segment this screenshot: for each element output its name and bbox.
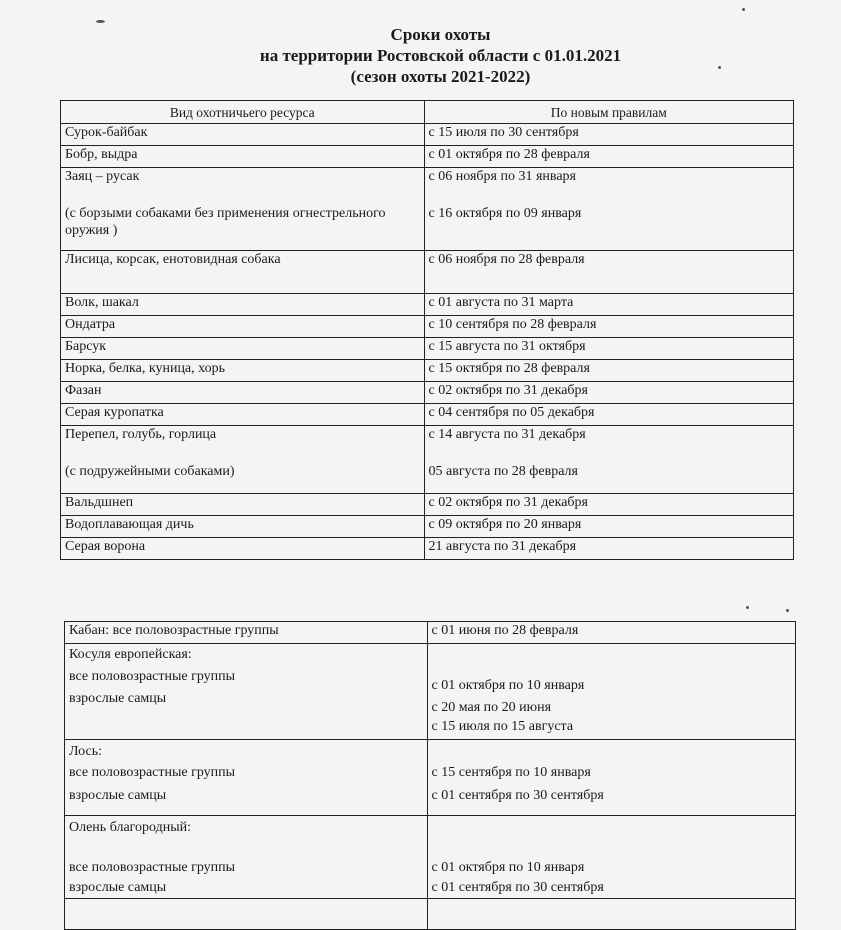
resource-cell	[61, 426, 425, 494]
resource-cell	[65, 740, 428, 816]
resource-cell: Серая ворона	[61, 538, 425, 560]
period-males: с 01 сентября по 30 сентября	[431, 788, 604, 803]
table-row	[61, 146, 794, 168]
table-row	[61, 516, 794, 538]
table-row	[61, 251, 794, 294]
title-line-1: Сроки охоты	[390, 25, 491, 44]
ungulate-seasons-table	[64, 621, 796, 930]
period-text: с 14 августа по 31 декабря	[428, 427, 586, 442]
table-row	[61, 426, 794, 494]
period-note: 05 августа по 28 февраля	[428, 464, 578, 479]
resource-cell	[61, 168, 425, 251]
table-row	[61, 124, 794, 146]
group-males: взрослые самцы	[69, 788, 167, 803]
table-row	[65, 622, 796, 644]
scan-speck	[746, 606, 749, 609]
resource-cell: Ондатра	[61, 316, 425, 338]
period-cell	[427, 740, 795, 816]
period-cell: с 06 ноября по 28 февраля	[424, 251, 793, 294]
table-row	[61, 360, 794, 382]
period-cell: с 15 октября по 28 февраля	[424, 360, 793, 382]
table-row	[65, 899, 796, 930]
resource-cell: Фазан	[61, 382, 425, 404]
group-all: все половозрастные группы	[69, 860, 236, 875]
period-cell: 21 августа по 31 декабря	[424, 538, 793, 560]
period-text: с 06 ноября по 31 января	[428, 169, 576, 184]
resource-cell: Серая куропатка	[61, 404, 425, 426]
period-males-2: с 15 июля по 15 августа	[431, 719, 574, 734]
period-all: с 15 сентября по 10 января	[431, 765, 591, 780]
resource-text: Перепел, голубь, горлица	[65, 427, 217, 442]
table-row	[65, 644, 796, 740]
period-cell	[427, 644, 795, 740]
period-note: с 16 октября по 09 января	[428, 206, 582, 221]
group-males: взрослые самцы	[69, 880, 167, 895]
period-cell	[424, 168, 793, 251]
table-header-row	[61, 101, 794, 124]
table-row	[61, 168, 794, 251]
group-all: все половозрастные группы	[69, 765, 236, 780]
resource-cell: Бобр, выдра	[61, 146, 425, 168]
resource-cell	[65, 899, 428, 930]
resource-cell: Барсук	[61, 338, 425, 360]
title-line-2: на территории Ростовской области с 01.01.2021	[259, 46, 622, 65]
header-resource: Вид охотничьего ресурса	[61, 101, 425, 124]
period-cell: с 15 августа по 31 октября	[424, 338, 793, 360]
period-all: с 01 октября по 10 января	[431, 860, 585, 875]
species-name: Лось:	[69, 744, 102, 759]
scan-speck	[718, 66, 721, 69]
table-row	[61, 316, 794, 338]
resource-cell: Волк, шакал	[61, 294, 425, 316]
table-row	[61, 382, 794, 404]
table-row	[65, 816, 796, 899]
document-title	[0, 24, 841, 87]
header-period: По новым правилам	[424, 101, 793, 124]
hunting-seasons-table	[60, 100, 794, 560]
title-line-3: (сезон охоты 2021-2022)	[350, 67, 531, 86]
table-row	[61, 494, 794, 516]
resource-cell: Лисица, корсак, енотовидная собака	[61, 251, 425, 294]
resource-cell	[65, 644, 428, 740]
resource-cell: Кабан: все половозрастные группы	[65, 622, 428, 644]
period-cell: с 01 августа по 31 марта	[424, 294, 793, 316]
period-males: с 01 сентября по 30 сентября	[431, 880, 604, 895]
period-cell: с 15 июля по 30 сентября	[424, 124, 793, 146]
resource-cell: Сурок-байбак	[61, 124, 425, 146]
resource-cell: Водоплавающая дичь	[61, 516, 425, 538]
period-all: с 01 октября по 10 января	[431, 678, 585, 693]
resource-cell: Вальдшнеп	[61, 494, 425, 516]
period-cell: с 04 сентября по 05 декабря	[424, 404, 793, 426]
period-males-1: с 20 мая по 20 июня	[431, 700, 552, 715]
resource-note: (с подружейными собаками)	[65, 464, 235, 479]
table-row	[65, 740, 796, 816]
table-row	[61, 538, 794, 560]
group-all: все половозрастные группы	[69, 669, 236, 684]
period-cell	[427, 816, 795, 899]
table-row	[61, 404, 794, 426]
table-row	[61, 294, 794, 316]
scan-speck	[96, 20, 105, 23]
period-cell: с 10 сентября по 28 февраля	[424, 316, 793, 338]
resource-note: (с борзыми собаками без применения огнестрельного оружия )	[65, 206, 386, 238]
table-row	[61, 338, 794, 360]
resource-cell: Норка, белка, куница, хорь	[61, 360, 425, 382]
group-males: взрослые самцы	[69, 691, 167, 706]
resource-text: Заяц – русак	[65, 169, 140, 184]
period-cell: с 01 июня по 28 февраля	[427, 622, 795, 644]
resource-cell	[65, 816, 428, 899]
species-name: Олень благородный:	[69, 820, 192, 835]
period-cell: с 02 октября по 31 декабря	[424, 382, 793, 404]
scan-speck	[786, 609, 789, 612]
period-cell	[424, 426, 793, 494]
scan-speck	[742, 8, 745, 11]
period-cell: с 01 октября по 28 февраля	[424, 146, 793, 168]
period-cell: с 02 октября по 31 декабря	[424, 494, 793, 516]
period-cell	[427, 899, 795, 930]
period-cell: с 09 октября по 20 января	[424, 516, 793, 538]
species-name: Косуля европейская:	[69, 647, 192, 662]
